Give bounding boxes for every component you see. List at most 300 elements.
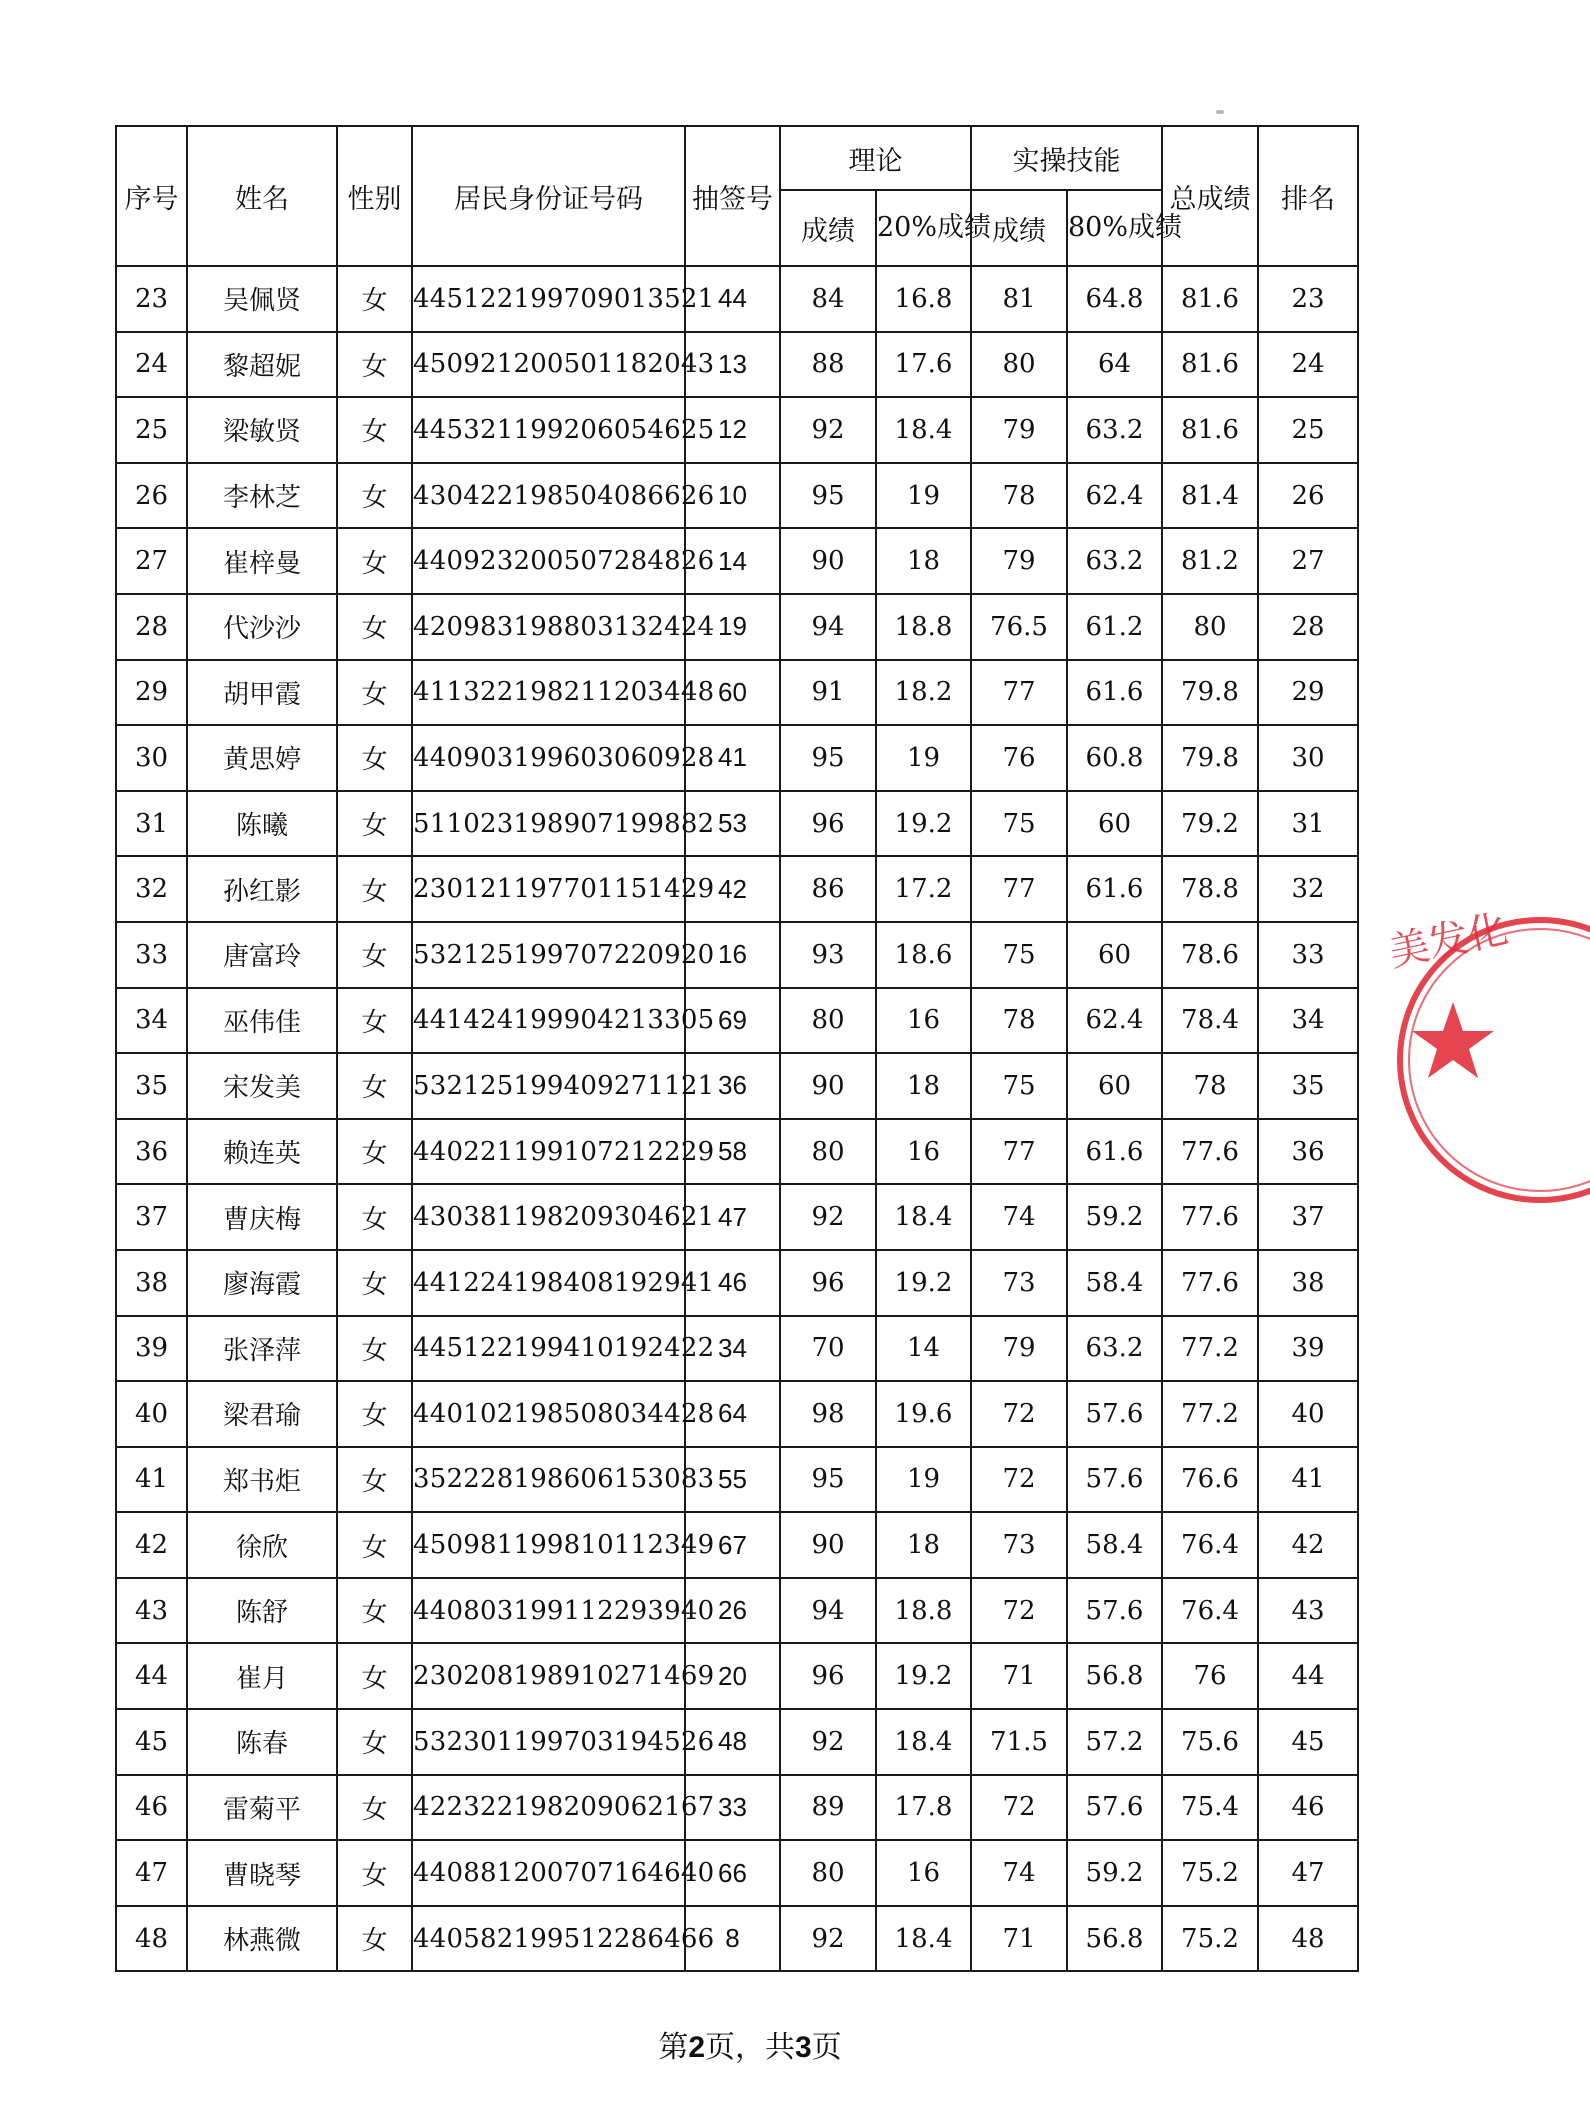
cell-practical-pct: 63.2 <box>1067 397 1162 463</box>
cell-id-number: 450981199810112349 <box>412 1512 685 1578</box>
cell-practical-score: 72 <box>971 1381 1067 1447</box>
cell-total: 75.2 <box>1162 1840 1258 1906</box>
cell-seq: 42 <box>116 1512 187 1578</box>
cell-seq: 27 <box>116 528 187 594</box>
cell-practical-pct: 62.4 <box>1067 463 1162 529</box>
cell-theory-pct: 17.8 <box>876 1775 971 1841</box>
cell-practical-pct: 56.8 <box>1067 1906 1162 1972</box>
cell-seq: 43 <box>116 1578 187 1644</box>
cell-practical-pct: 64.8 <box>1067 266 1162 332</box>
cell-practical-score: 77 <box>971 1119 1067 1185</box>
header-rank: 排名 <box>1258 126 1358 266</box>
cell-seq: 34 <box>116 988 187 1054</box>
cell-total: 77.2 <box>1162 1316 1258 1382</box>
cell-id-number: 422322198209062167 <box>412 1775 685 1841</box>
cell-name: 吴佩贤 <box>187 266 337 332</box>
cell-theory-pct: 18.4 <box>876 1906 971 1972</box>
cell-rank: 26 <box>1258 463 1358 529</box>
cell-total: 79.8 <box>1162 660 1258 726</box>
table-row <box>116 988 1358 1054</box>
cell-rank: 42 <box>1258 1512 1358 1578</box>
cell-total: 77.6 <box>1162 1119 1258 1185</box>
cell-theory-score: 92 <box>780 1906 876 1972</box>
cell-seq: 38 <box>116 1250 187 1316</box>
table-row <box>116 1184 1358 1250</box>
table-row <box>116 725 1358 791</box>
cell-name: 胡甲霞 <box>187 660 337 726</box>
cell-theory-score: 80 <box>780 988 876 1054</box>
footer-total-pages: 3 <box>795 2031 812 2064</box>
cell-draw-number: 34 <box>685 1316 780 1382</box>
cell-rank: 39 <box>1258 1316 1358 1382</box>
cell-theory-pct: 19 <box>876 463 971 529</box>
cell-practical-pct: 62.4 <box>1067 988 1162 1054</box>
cell-id-number: 445321199206054625 <box>412 397 685 463</box>
cell-total: 75.6 <box>1162 1709 1258 1775</box>
cell-rank: 29 <box>1258 660 1358 726</box>
cell-practical-score: 75 <box>971 791 1067 857</box>
cell-seq: 41 <box>116 1447 187 1513</box>
footer-suffix: 页 <box>811 2030 842 2065</box>
cell-theory-pct: 19.2 <box>876 1250 971 1316</box>
cell-name: 张泽萍 <box>187 1316 337 1382</box>
cell-theory-score: 96 <box>780 1250 876 1316</box>
cell-id-number: 445122199410192422 <box>412 1316 685 1382</box>
cell-practical-pct: 64 <box>1067 332 1162 398</box>
cell-id-number: 352228198606153083 <box>412 1447 685 1513</box>
cell-theory-score: 92 <box>780 1709 876 1775</box>
cell-draw-number: 41 <box>685 725 780 791</box>
header-practical-pct: 80%成绩 <box>1067 190 1162 266</box>
cell-total: 79.2 <box>1162 791 1258 857</box>
cell-theory-score: 90 <box>780 1053 876 1119</box>
cell-name: 陈春 <box>187 1709 337 1775</box>
cell-theory-pct: 16 <box>876 1119 971 1185</box>
table-row <box>116 791 1358 857</box>
cell-draw-number: 48 <box>685 1709 780 1775</box>
table-row <box>116 266 1358 332</box>
cell-total: 81.6 <box>1162 332 1258 398</box>
cell-rank: 36 <box>1258 1119 1358 1185</box>
cell-id-number: 430422198504086626 <box>412 463 685 529</box>
cell-practical-pct: 60.8 <box>1067 725 1162 791</box>
table-header <box>116 126 1358 266</box>
cell-id-number: 532301199703194526 <box>412 1709 685 1775</box>
cell-id-number: 440903199603060928 <box>412 725 685 791</box>
cell-id-number: 420983198803132424 <box>412 594 685 660</box>
cell-rank: 28 <box>1258 594 1358 660</box>
cell-rank: 37 <box>1258 1184 1358 1250</box>
cell-name: 梁君瑜 <box>187 1381 337 1447</box>
cell-gender: 女 <box>337 1906 412 1972</box>
header-theory-pct: 20%成绩 <box>876 190 971 266</box>
cell-id-number: 230208198910271469 <box>412 1643 685 1709</box>
cell-practical-score: 74 <box>971 1184 1067 1250</box>
cell-theory-pct: 19.6 <box>876 1381 971 1447</box>
cell-theory-pct: 19.2 <box>876 791 971 857</box>
cell-rank: 40 <box>1258 1381 1358 1447</box>
cell-practical-score: 79 <box>971 397 1067 463</box>
cell-theory-pct: 17.2 <box>876 856 971 922</box>
cell-rank: 32 <box>1258 856 1358 922</box>
table-row <box>116 463 1358 529</box>
cell-practical-pct: 61.6 <box>1067 1119 1162 1185</box>
table-row <box>116 332 1358 398</box>
cell-seq: 36 <box>116 1119 187 1185</box>
cell-gender: 女 <box>337 1447 412 1513</box>
cell-seq: 45 <box>116 1709 187 1775</box>
cell-seq: 29 <box>116 660 187 726</box>
cell-total: 78 <box>1162 1053 1258 1119</box>
cell-id-number: 440803199112293940 <box>412 1578 685 1644</box>
cell-rank: 41 <box>1258 1447 1358 1513</box>
cell-rank: 25 <box>1258 397 1358 463</box>
cell-seq: 48 <box>116 1906 187 1972</box>
cell-practical-pct: 57.6 <box>1067 1447 1162 1513</box>
cell-practical-pct: 61.6 <box>1067 856 1162 922</box>
cell-draw-number: 36 <box>685 1053 780 1119</box>
cell-seq: 23 <box>116 266 187 332</box>
table-row <box>116 528 1358 594</box>
cell-seq: 37 <box>116 1184 187 1250</box>
cell-name: 郑书炬 <box>187 1447 337 1513</box>
cell-gender: 女 <box>337 1578 412 1644</box>
cell-draw-number: 47 <box>685 1184 780 1250</box>
cell-total: 76.6 <box>1162 1447 1258 1513</box>
table-row <box>116 1578 1358 1644</box>
cell-theory-score: 93 <box>780 922 876 988</box>
cell-seq: 26 <box>116 463 187 529</box>
cell-id-number: 440582199512286466 <box>412 1906 685 1972</box>
cell-name: 崔梓曼 <box>187 528 337 594</box>
cell-seq: 39 <box>116 1316 187 1382</box>
cell-total: 78.6 <box>1162 922 1258 988</box>
cell-theory-score: 84 <box>780 266 876 332</box>
header-seq: 序号 <box>116 126 187 266</box>
header-practical: 实操技能 <box>971 126 1162 190</box>
cell-total: 78.4 <box>1162 988 1258 1054</box>
seal-star-icon <box>1412 1002 1494 1078</box>
cell-total: 76.4 <box>1162 1578 1258 1644</box>
cell-name: 雷菊平 <box>187 1775 337 1841</box>
cell-rank: 31 <box>1258 791 1358 857</box>
cell-practical-pct: 59.2 <box>1067 1840 1162 1906</box>
cell-name: 赖连英 <box>187 1119 337 1185</box>
cell-practical-pct: 57.6 <box>1067 1775 1162 1841</box>
cell-seq: 40 <box>116 1381 187 1447</box>
cell-name: 代沙沙 <box>187 594 337 660</box>
cell-draw-number: 67 <box>685 1512 780 1578</box>
cell-practical-pct: 63.2 <box>1067 1316 1162 1382</box>
cell-draw-number: 20 <box>685 1643 780 1709</box>
cell-theory-pct: 18.4 <box>876 1709 971 1775</box>
table-row <box>116 1316 1358 1382</box>
cell-draw-number: 19 <box>685 594 780 660</box>
cell-id-number: 230121197701151429 <box>412 856 685 922</box>
cell-id-number: 440221199107212229 <box>412 1119 685 1185</box>
cell-rank: 35 <box>1258 1053 1358 1119</box>
cell-seq: 33 <box>116 922 187 988</box>
table-row <box>116 1119 1358 1185</box>
cell-theory-pct: 18 <box>876 1512 971 1578</box>
cell-practical-pct: 56.8 <box>1067 1643 1162 1709</box>
cell-draw-number: 44 <box>685 266 780 332</box>
cell-total: 79.8 <box>1162 725 1258 791</box>
cell-draw-number: 69 <box>685 988 780 1054</box>
cell-theory-score: 80 <box>780 1840 876 1906</box>
cell-gender: 女 <box>337 1119 412 1185</box>
cell-draw-number: 64 <box>685 1381 780 1447</box>
cell-theory-score: 95 <box>780 463 876 529</box>
cell-theory-pct: 18.2 <box>876 660 971 726</box>
cell-id-number: 532125199707220920 <box>412 922 685 988</box>
cell-theory-score: 70 <box>780 1316 876 1382</box>
cell-practical-score: 79 <box>971 1316 1067 1382</box>
cell-rank: 38 <box>1258 1250 1358 1316</box>
header-name: 姓名 <box>187 126 337 266</box>
seal-text: 美发化 <box>1385 905 1512 976</box>
cell-id-number: 511023198907199882 <box>412 791 685 857</box>
cell-practical-score: 72 <box>971 1447 1067 1513</box>
score-table <box>115 125 1359 1972</box>
table-row <box>116 594 1358 660</box>
cell-practical-pct: 60 <box>1067 1053 1162 1119</box>
cell-name: 唐富玲 <box>187 922 337 988</box>
cell-gender: 女 <box>337 725 412 791</box>
cell-draw-number: 60 <box>685 660 780 726</box>
cell-practical-score: 77 <box>971 856 1067 922</box>
official-seal <box>1385 900 1590 1220</box>
cell-practical-score: 81 <box>971 266 1067 332</box>
cell-practical-score: 74 <box>971 1840 1067 1906</box>
cell-name: 孙红影 <box>187 856 337 922</box>
cell-practical-score: 76.5 <box>971 594 1067 660</box>
cell-practical-score: 72 <box>971 1578 1067 1644</box>
cell-theory-pct: 18.8 <box>876 594 971 660</box>
cell-rank: 44 <box>1258 1643 1358 1709</box>
cell-name: 黄思婷 <box>187 725 337 791</box>
cell-practical-pct: 60 <box>1067 922 1162 988</box>
cell-theory-pct: 14 <box>876 1316 971 1382</box>
cell-practical-pct: 63.2 <box>1067 528 1162 594</box>
cell-rank: 45 <box>1258 1709 1358 1775</box>
cell-total: 77.2 <box>1162 1381 1258 1447</box>
table-row <box>116 856 1358 922</box>
cell-practical-pct: 58.4 <box>1067 1512 1162 1578</box>
cell-theory-score: 80 <box>780 1119 876 1185</box>
table-row <box>116 1906 1358 1972</box>
cell-practical-score: 73 <box>971 1250 1067 1316</box>
cell-id-number: 411322198211203448 <box>412 660 685 726</box>
cell-name: 廖海霞 <box>187 1250 337 1316</box>
page-footer <box>0 2022 1500 2066</box>
cell-practical-score: 76 <box>971 725 1067 791</box>
cell-theory-score: 94 <box>780 1578 876 1644</box>
cell-gender: 女 <box>337 332 412 398</box>
cell-name: 巫伟佳 <box>187 988 337 1054</box>
cell-practical-score: 80 <box>971 332 1067 398</box>
cell-theory-score: 92 <box>780 1184 876 1250</box>
cell-gender: 女 <box>337 463 412 529</box>
cell-draw-number: 66 <box>685 1840 780 1906</box>
cell-gender: 女 <box>337 856 412 922</box>
cell-practical-score: 78 <box>971 988 1067 1054</box>
cell-theory-pct: 17.6 <box>876 332 971 398</box>
cell-draw-number: 58 <box>685 1119 780 1185</box>
cell-seq: 31 <box>116 791 187 857</box>
cell-theory-pct: 18.6 <box>876 922 971 988</box>
cell-id-number: 440102198508034428 <box>412 1381 685 1447</box>
cell-total: 81.2 <box>1162 528 1258 594</box>
cell-practical-pct: 57.2 <box>1067 1709 1162 1775</box>
cell-practical-score: 71 <box>971 1906 1067 1972</box>
cell-practical-pct: 58.4 <box>1067 1250 1162 1316</box>
cell-gender: 女 <box>337 1250 412 1316</box>
cell-practical-score: 71.5 <box>971 1709 1067 1775</box>
cell-theory-score: 92 <box>780 397 876 463</box>
table-row <box>116 1381 1358 1447</box>
cell-theory-pct: 18.4 <box>876 1184 971 1250</box>
cell-name: 陈曦 <box>187 791 337 857</box>
cell-theory-score: 88 <box>780 332 876 398</box>
table-row <box>116 1709 1358 1775</box>
cell-seq: 44 <box>116 1643 187 1709</box>
cell-practical-score: 75 <box>971 922 1067 988</box>
header-theory: 理论 <box>780 126 971 190</box>
table-row <box>116 1512 1358 1578</box>
cell-gender: 女 <box>337 1709 412 1775</box>
cell-rank: 47 <box>1258 1840 1358 1906</box>
cell-theory-pct: 16.8 <box>876 266 971 332</box>
cell-total: 81.4 <box>1162 463 1258 529</box>
cell-theory-score: 89 <box>780 1775 876 1841</box>
table-body <box>116 266 1358 1971</box>
cell-gender: 女 <box>337 1775 412 1841</box>
cell-practical-pct: 61.6 <box>1067 660 1162 726</box>
cell-draw-number: 8 <box>685 1906 780 1972</box>
scan-speck <box>1216 110 1224 114</box>
cell-draw-number: 10 <box>685 463 780 529</box>
cell-gender: 女 <box>337 791 412 857</box>
cell-id-number: 441424199904213305 <box>412 988 685 1054</box>
cell-theory-score: 90 <box>780 1512 876 1578</box>
cell-rank: 23 <box>1258 266 1358 332</box>
cell-theory-score: 94 <box>780 594 876 660</box>
cell-practical-pct: 57.6 <box>1067 1381 1162 1447</box>
cell-name: 陈舒 <box>187 1578 337 1644</box>
cell-rank: 43 <box>1258 1578 1358 1644</box>
cell-draw-number: 14 <box>685 528 780 594</box>
cell-draw-number: 16 <box>685 922 780 988</box>
cell-name: 曹庆梅 <box>187 1184 337 1250</box>
footer-current-page: 2 <box>688 2031 705 2064</box>
cell-practical-score: 79 <box>971 528 1067 594</box>
cell-theory-pct: 19 <box>876 1447 971 1513</box>
cell-practical-score: 72 <box>971 1775 1067 1841</box>
cell-gender: 女 <box>337 922 412 988</box>
cell-rank: 27 <box>1258 528 1358 594</box>
header-draw-number: 抽签号 <box>685 126 780 266</box>
cell-total: 81.6 <box>1162 397 1258 463</box>
cell-rank: 30 <box>1258 725 1358 791</box>
cell-total: 80 <box>1162 594 1258 660</box>
footer-prefix: 第 <box>658 2030 689 2065</box>
cell-gender: 女 <box>337 1053 412 1119</box>
cell-gender: 女 <box>337 988 412 1054</box>
table-row <box>116 397 1358 463</box>
cell-practical-score: 75 <box>971 1053 1067 1119</box>
cell-id-number: 532125199409271121 <box>412 1053 685 1119</box>
cell-total: 81.6 <box>1162 266 1258 332</box>
cell-draw-number: 33 <box>685 1775 780 1841</box>
cell-name: 李林芝 <box>187 463 337 529</box>
cell-rank: 33 <box>1258 922 1358 988</box>
cell-draw-number: 42 <box>685 856 780 922</box>
cell-practical-pct: 57.6 <box>1067 1578 1162 1644</box>
cell-practical-score: 71 <box>971 1643 1067 1709</box>
table-row <box>116 1643 1358 1709</box>
cell-draw-number: 55 <box>685 1447 780 1513</box>
cell-practical-score: 77 <box>971 660 1067 726</box>
header-theory-score: 成绩 <box>780 190 876 266</box>
cell-seq: 30 <box>116 725 187 791</box>
cell-practical-pct: 60 <box>1067 791 1162 857</box>
table-row <box>116 1775 1358 1841</box>
footer-middle: 页，共 <box>705 2030 795 2065</box>
cell-theory-score: 98 <box>780 1381 876 1447</box>
cell-gender: 女 <box>337 1512 412 1578</box>
header-practical-score: 成绩 <box>971 190 1067 266</box>
cell-total: 76.4 <box>1162 1512 1258 1578</box>
cell-theory-score: 96 <box>780 791 876 857</box>
cell-draw-number: 46 <box>685 1250 780 1316</box>
cell-name: 梁敏贤 <box>187 397 337 463</box>
cell-theory-pct: 18.4 <box>876 397 971 463</box>
cell-rank: 48 <box>1258 1906 1358 1972</box>
cell-seq: 25 <box>116 397 187 463</box>
table-row <box>116 922 1358 988</box>
cell-theory-score: 95 <box>780 725 876 791</box>
cell-total: 77.6 <box>1162 1250 1258 1316</box>
cell-seq: 28 <box>116 594 187 660</box>
cell-seq: 47 <box>116 1840 187 1906</box>
cell-total: 77.6 <box>1162 1184 1258 1250</box>
cell-theory-pct: 19 <box>876 725 971 791</box>
cell-seq: 32 <box>116 856 187 922</box>
cell-gender: 女 <box>337 1643 412 1709</box>
table-row <box>116 1250 1358 1316</box>
cell-total: 75.4 <box>1162 1775 1258 1841</box>
cell-name: 徐欣 <box>187 1512 337 1578</box>
cell-seq: 35 <box>116 1053 187 1119</box>
cell-gender: 女 <box>337 397 412 463</box>
header-total: 总成绩 <box>1162 126 1258 266</box>
cell-practical-pct: 61.2 <box>1067 594 1162 660</box>
cell-seq: 24 <box>116 332 187 398</box>
table-row <box>116 1840 1358 1906</box>
cell-draw-number: 26 <box>685 1578 780 1644</box>
cell-gender: 女 <box>337 1184 412 1250</box>
cell-theory-pct: 16 <box>876 1840 971 1906</box>
cell-theory-pct: 16 <box>876 988 971 1054</box>
cell-name: 曹晓琴 <box>187 1840 337 1906</box>
cell-theory-score: 86 <box>780 856 876 922</box>
cell-practical-pct: 59.2 <box>1067 1184 1162 1250</box>
cell-id-number: 450921200501182043 <box>412 332 685 398</box>
cell-id-number: 440923200507284826 <box>412 528 685 594</box>
cell-practical-score: 78 <box>971 463 1067 529</box>
cell-rank: 24 <box>1258 332 1358 398</box>
